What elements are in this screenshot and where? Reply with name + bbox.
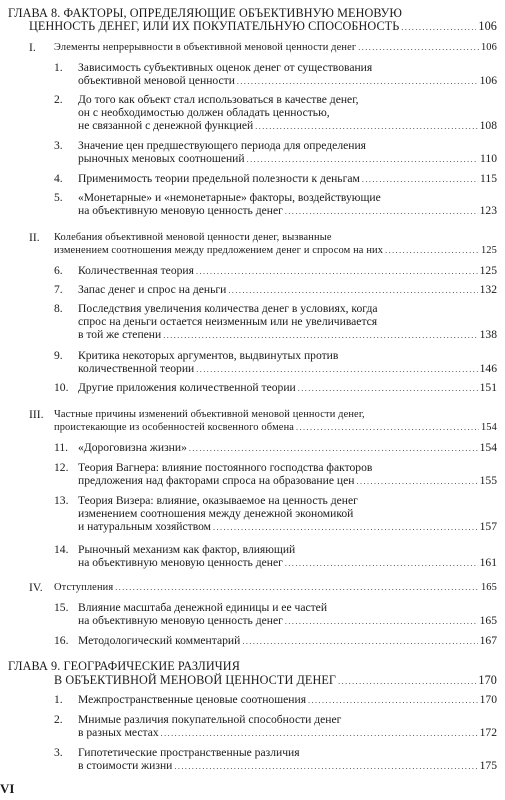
item-15-line-2 [78,614,497,629]
item-12-line-1: Теория Вагнера: влияние постоянного господства факторов [78,461,373,474]
chapter-9-title-text: В ОБЪЕКТИВНОЙ МЕНОВОЙ ЦЕННОСТИ ДЕНЕГ [54,673,337,687]
page-folio: VI [0,781,15,796]
item-13-page-number: 157 [479,520,497,533]
section-1-page-number: 106 [480,42,497,53]
dot-leader [161,727,478,741]
dot-leader [247,153,478,167]
section-4-heading [54,581,497,595]
item-number: 6. [54,264,63,277]
section-3-heading [54,421,497,435]
section-4-title: Отступления [54,582,114,593]
item-13-line-3 [78,520,497,535]
ch9-item-1-text: Межпространственные ценовые соотношения [78,693,307,706]
chapter-8-title-line-1: ГЛАВА 8. ФАКТОРЫ, ОПРЕДЕЛЯЮЩИЕ ОБЪЕКТИВНУЮ МЕНОВУЮ [8,6,402,20]
item-11-page-number: 154 [479,441,497,454]
ch9-item-2-text: в разных местах [78,726,159,739]
section-2-page-number: 125 [480,245,497,256]
item-5-line-2 [78,204,497,219]
item-2-line-2: он с необходимостью должен обладать ценностью, [78,106,330,119]
item-number: 10. [54,381,69,394]
section-3-title-line-1: Частные причины изменений объективной меновой ценности денег, [54,409,365,420]
item-10-line-1 [78,381,497,396]
item-number: 5. [54,191,63,204]
dot-leader [285,615,478,629]
section-1-heading [54,41,497,55]
item-number: 2. [54,93,63,106]
item-1-page-number: 106 [479,74,497,87]
item-14-text: на объективную меновую ценность денег [78,556,283,569]
dot-leader [356,475,477,489]
ch9-item-1-page-number: 170 [479,693,497,706]
ch9-item-2-page-number: 172 [479,726,497,739]
item-1-line-1: Зависимость субъективных оценок денег от существования [78,61,373,74]
item-8-line-2: спрос на деньги остается неизменным или не увеличивается [78,315,378,328]
item-3-line-1: Значение цен предшествующего периода для определения [78,139,366,152]
item-number: 4. [54,172,63,185]
item-14-line-2 [78,556,497,571]
chapter-9-title-line-2 [54,673,497,689]
item-6-line-1 [78,264,497,279]
item-15-line-1: Влияние масштаба денежной единицы и ее частей [78,601,328,614]
item-16-line-1 [78,634,497,649]
item-12-page-number: 155 [479,474,497,487]
item-7-page-number: 132 [479,283,497,296]
section-1-title: Элементы непрерывности в объективной меновой ценности денег [54,42,357,53]
section-2-title-line-1: Колебания объективной меновой ценности денег, вызванные [54,232,332,243]
dot-leader [385,244,479,258]
section-3-page-number: 154 [480,422,497,433]
item-number: 3. [54,139,63,152]
dot-leader [285,557,478,571]
dot-leader [358,41,479,55]
item-12-text: предложения над факторами спроса на образование цен [78,474,355,487]
dot-leader [401,21,476,35]
item-number: 14. [54,543,69,556]
dot-leader [196,363,477,377]
section-2-heading [54,244,497,258]
dot-leader [298,382,478,396]
dot-leader [174,760,477,774]
item-12-line-2 [78,474,497,489]
item-2-line-3 [78,119,497,134]
item-number: 7. [54,283,63,296]
item-number: 1. [54,693,63,706]
item-number: 3. [54,746,63,759]
item-number: 12. [54,461,69,474]
item-4-line-1 [78,172,497,187]
section-2-numeral: II. [29,231,40,244]
dot-leader [163,329,477,343]
item-9-line-2 [78,362,497,377]
section-1-numeral: I. [29,41,36,54]
item-13-line-1: Теория Визера: влияние, оказываемое на ценность денег [78,494,358,507]
item-13-line-2: изменением соотношения между денежной экономикой [78,507,354,520]
ch9-item-2-line-1: Мнимые различия покупательной способности денег [78,713,342,726]
ch9-item-3-text: в стоимости жизни [78,759,173,772]
item-16-text: Методологический комментарий [78,634,241,647]
ch9-item-3-line-1: Гипотетические пространственные различия [78,746,300,759]
item-number: 16. [54,634,69,647]
item-13-text: и натуральным хозяйством [78,520,211,533]
ch9-item-3-line-2 [78,759,497,774]
ch9-item-1-line-1 [78,693,497,708]
item-11-text: «Дороговизна жизни» [78,441,187,454]
dot-leader [362,173,478,187]
dot-leader [255,120,477,134]
item-number: 11. [54,441,69,454]
item-10-text: Другие приложения количественной теории [78,381,296,394]
section-4-page-number: 165 [480,582,497,593]
item-8-page-number: 138 [479,328,497,341]
section-3-numeral: III. [29,408,44,421]
item-2-line-1: До того как объект стал использоваться в качестве денег, [78,93,359,106]
item-15-text: на объективную меновую ценность денег [78,614,283,627]
item-5-line-1: «Монетарные» и «немонетарные» факторы, воздействующие [78,191,381,204]
item-number: 2. [54,713,63,726]
item-7-line-1 [78,283,497,298]
item-6-page-number: 125 [479,264,497,277]
item-6-text: Количественная теория [78,264,194,277]
item-2-text: не связанной с денежной функцией [78,119,254,132]
chapter-8-title-line-2 [29,19,497,35]
item-8-line-3 [78,328,497,343]
item-7-text: Запас денег и спрос на деньги [78,283,227,296]
chapter-9-page-number: 170 [478,673,497,687]
item-4-text: Применимость теории предельной полезности к деньгам [78,172,360,185]
section-3-title-line-2: проистекающие из особенностей косвенного обмена [54,422,295,433]
dot-leader [196,265,478,279]
item-5-page-number: 123 [479,204,497,217]
item-1-text: объективной меновой ценности [78,74,235,87]
item-3-text: рыночных меновых соотношений [78,152,245,165]
dot-leader [115,581,479,595]
item-9-line-1: Критика некоторых аргументов, выдвинутых против [78,349,339,362]
dot-leader [213,521,478,535]
item-9-text: количественной теории [78,362,195,375]
ch9-item-3-page-number: 175 [479,759,497,772]
dot-leader [242,635,477,649]
item-15-page-number: 165 [479,614,497,627]
ch9-item-2-line-2 [78,726,497,741]
item-4-page-number: 115 [480,172,497,185]
chapter-8-title-text: ЦЕННОСТЬ ДЕНЕГ, ИЛИ ИХ ПОКУПАТЕЛЬНУЮ СПОСОБНОСТЬ [29,19,400,33]
dot-leader [308,694,478,708]
item-14-line-1: Рыночный механизм как фактор, влияющий [78,543,296,556]
item-3-line-2 [78,152,497,167]
item-2-page-number: 108 [479,119,497,132]
item-14-page-number: 161 [479,556,497,569]
item-number: 1. [54,61,63,74]
item-16-page-number: 167 [479,634,497,647]
item-8-line-1: Последствия увеличения количества денег в условиях, когда [78,302,378,315]
item-11-line-1 [78,441,497,456]
item-3-page-number: 110 [480,152,497,165]
item-9-page-number: 146 [479,362,497,375]
dot-leader [228,284,477,298]
item-number: 9. [54,349,63,362]
item-8-text: в той же степени [78,328,162,341]
section-4-numeral: IV. [29,581,43,594]
dot-leader [296,421,479,435]
item-number: 15. [54,601,69,614]
item-number: 13. [54,494,69,507]
item-number: 8. [54,302,63,315]
chapter-8-page-number: 106 [478,19,497,33]
dot-leader [285,205,478,219]
item-5-text: на объективную меновую ценность денег [78,204,283,217]
item-1-line-2 [78,74,497,89]
dot-leader [189,442,478,456]
dot-leader [338,675,476,689]
dot-leader [237,75,478,89]
section-2-title-line-2: изменением соотношения между предложением денег и спросом на них [54,245,384,256]
item-10-page-number: 151 [479,381,497,394]
chapter-9-title-line-1: ГЛАВА 9. ГЕОГРАФИЧЕСКИЕ РАЗЛИЧИЯ [8,659,240,673]
